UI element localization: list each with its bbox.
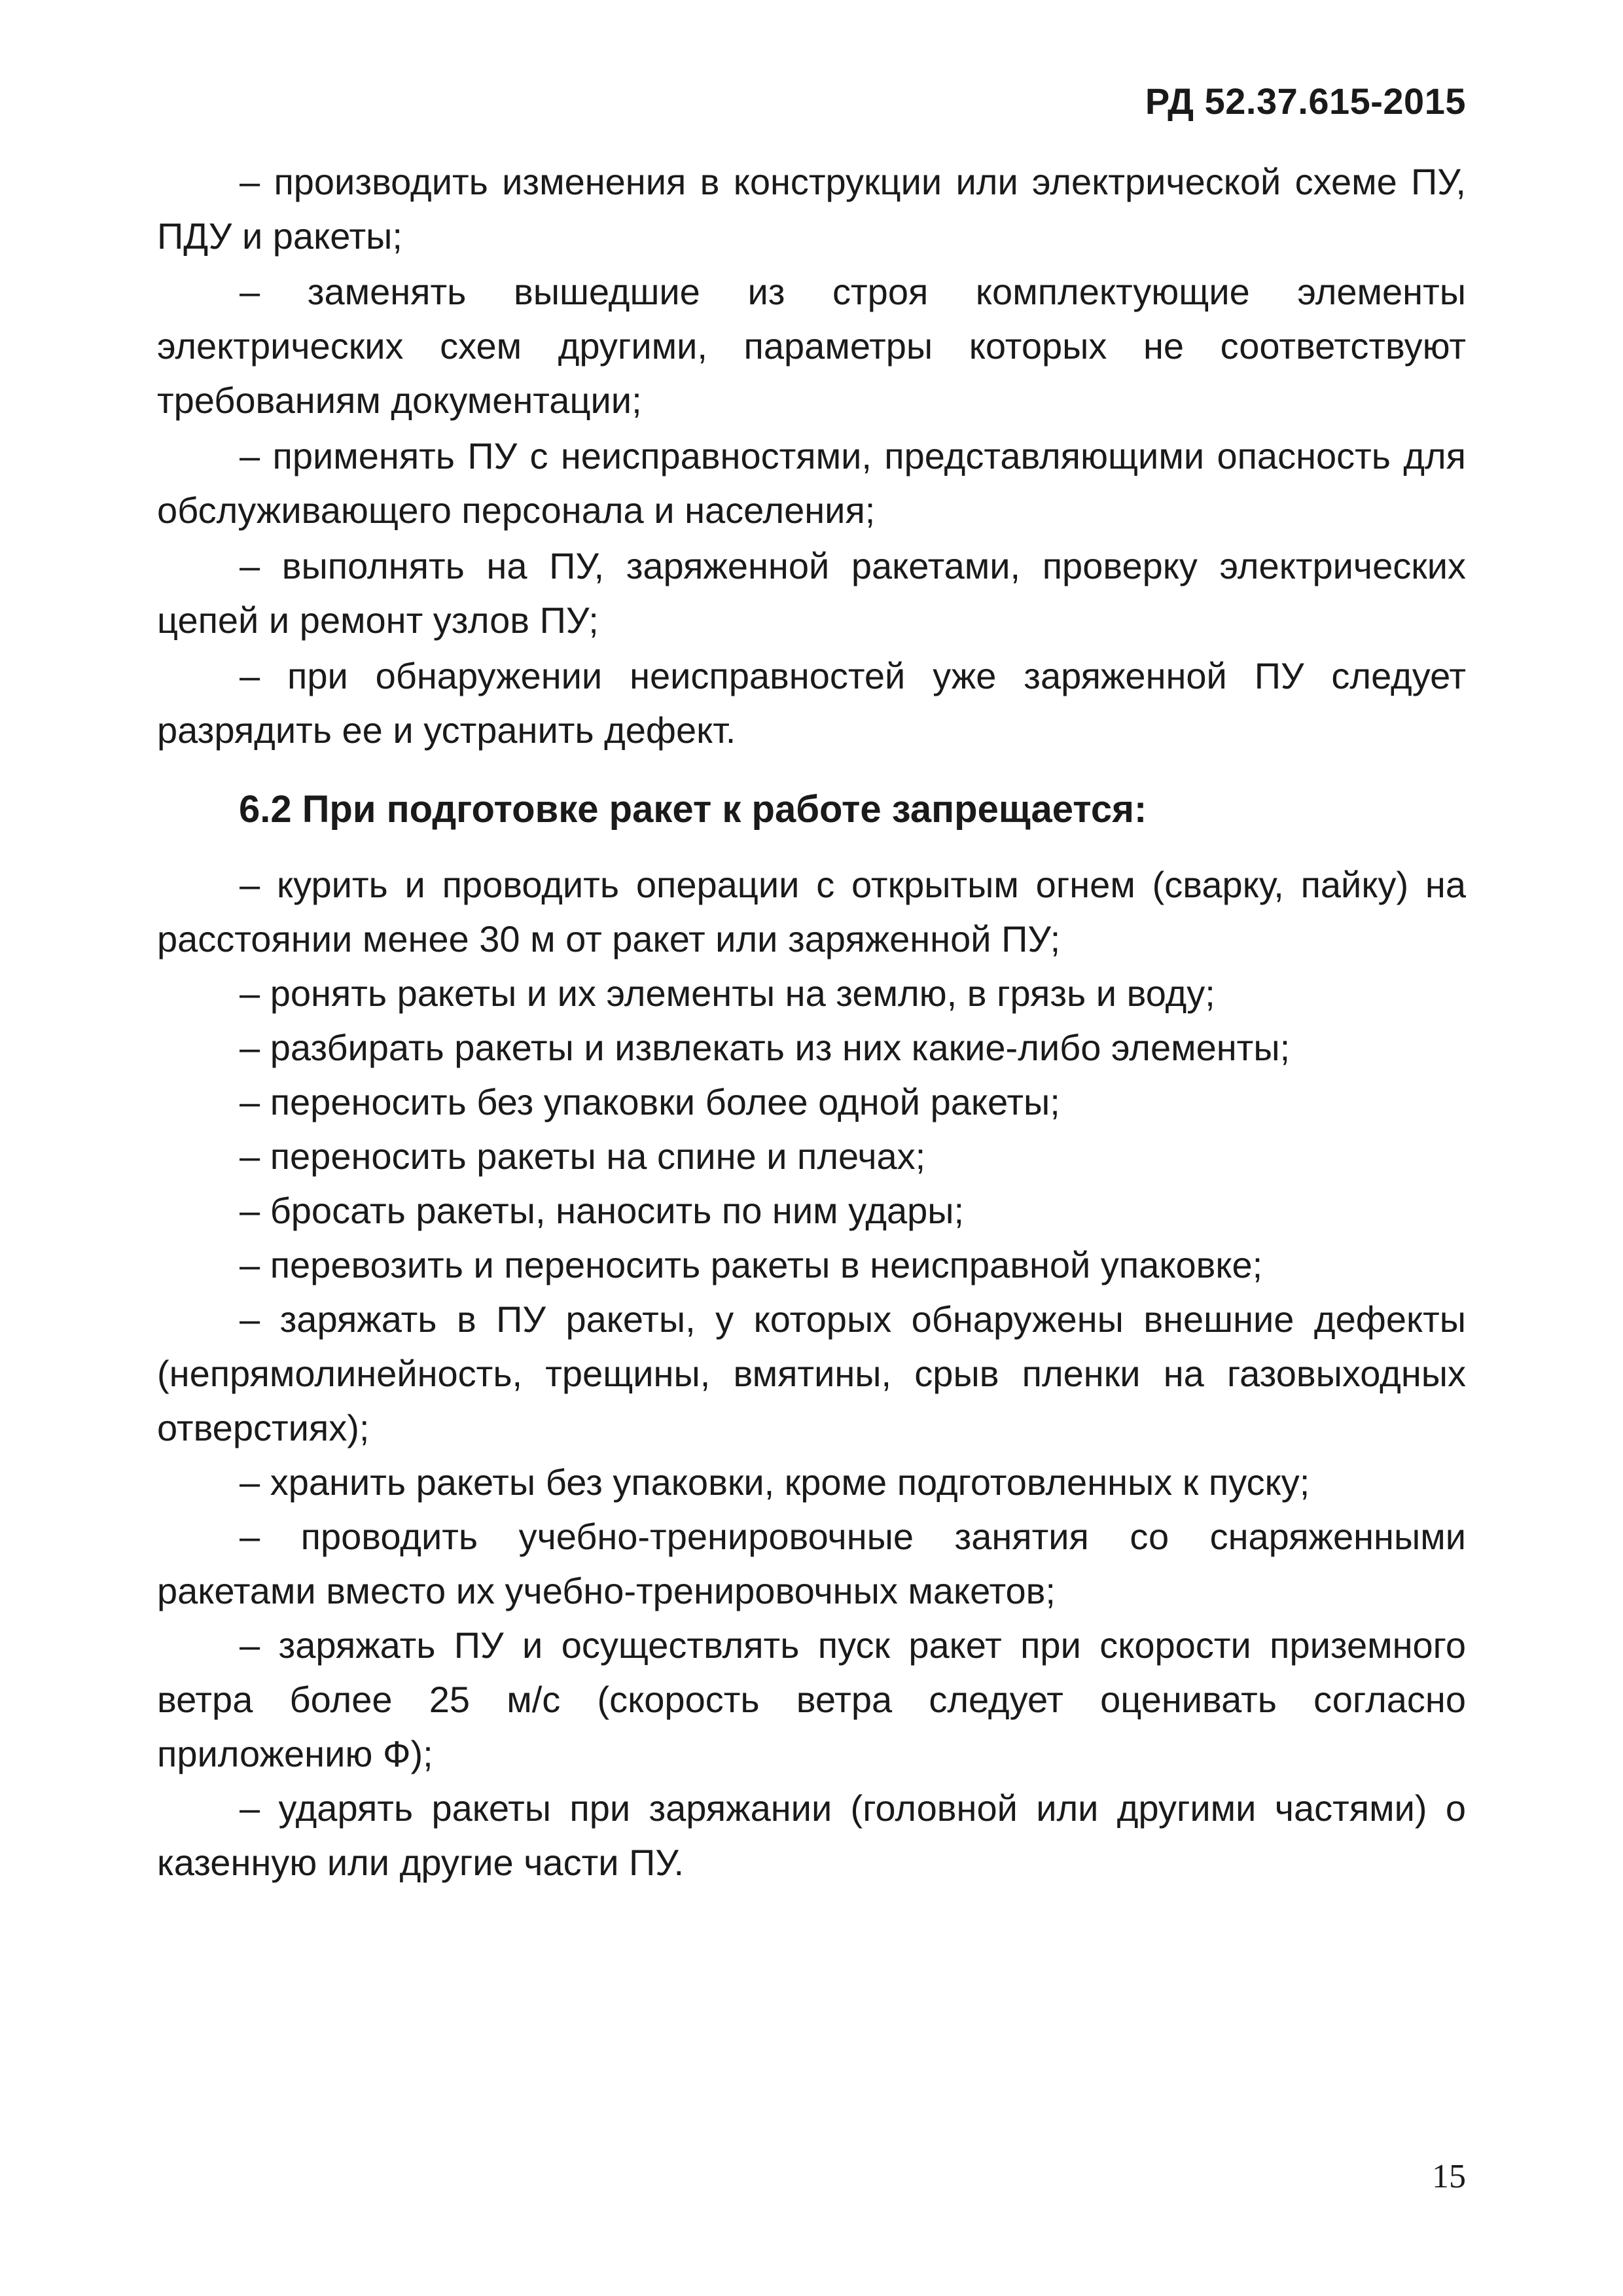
list-item: – заменять вышедшие из строя комплектующие элементы электрических схем другими, параметры которых не соответствуют требованиям документации;: [157, 271, 1466, 421]
list-item: – производить изменения в конструкции или электрической схеме ПУ, ПДУ и ракеты;: [157, 161, 1466, 257]
list-item: – переносить ракеты на спине и плечах;: [240, 1136, 926, 1177]
list-item: – ронять ракеты и их элементы на землю, в грязь и воду;: [240, 973, 1215, 1014]
list-item: – бросать ракеты, наносить по ним удары;: [240, 1190, 965, 1231]
list-item: – курить и проводить операции с открытым огнем (сварку, пайку) на расстоянии менее 30 м от ракет или заряженной ПУ;: [157, 864, 1466, 960]
prohibitions-list-6-2: [157, 857, 1466, 1890]
list-item: – переносить без упаковки более одной ракеты;: [240, 1081, 1060, 1122]
document-code: РД 52.37.615-2015: [1145, 81, 1466, 122]
prohibitions-list-1: [157, 154, 1466, 759]
list-item: – хранить ракеты без упаковки, кроме подготовленных к пуску;: [240, 1462, 1310, 1503]
list-item: – ударять ракеты при заряжании (головной или другими частями) о казенную или другие части ПУ.: [157, 1787, 1466, 1883]
list-item: – проводить учебно-тренировочные занятия со снаряженными ракетами вместо их учебно-тренировочных макетов;: [157, 1516, 1466, 1611]
page-number: 15: [1432, 2158, 1466, 2195]
list-item: – разбирать ракеты и извлекать из них какие-либо элементы;: [240, 1027, 1291, 1068]
section-heading-6-2: 6.2 При подготовке ракет к работе запрещается:: [239, 788, 1147, 831]
list-item: – применять ПУ с неисправностями, представляющими опасность для обслуживающего персонала и населения;: [157, 435, 1466, 531]
list-item: – заряжать ПУ и осуществлять пуск ракет при скорости приземного ветра более 25 м/с (скорость ветра следует оценивать согласно приложению Ф);: [157, 1624, 1466, 1774]
list-item: – выполнять на ПУ, заряженной ракетами, проверку электрических цепей и ремонт узлов ПУ;: [157, 545, 1466, 641]
list-item: – при обнаружении неисправностей уже заряженной ПУ следует разрядить ее и устранить дефект.: [157, 655, 1466, 751]
list-item: – заряжать в ПУ ракеты, у которых обнаружены внешние дефекты (непрямолинейность, трещины, вмятины, срыв пленки на газовыходных отверстиях);: [157, 1299, 1466, 1448]
list-item: – перевозить и переносить ракеты в неисправной упаковке;: [240, 1244, 1263, 1285]
